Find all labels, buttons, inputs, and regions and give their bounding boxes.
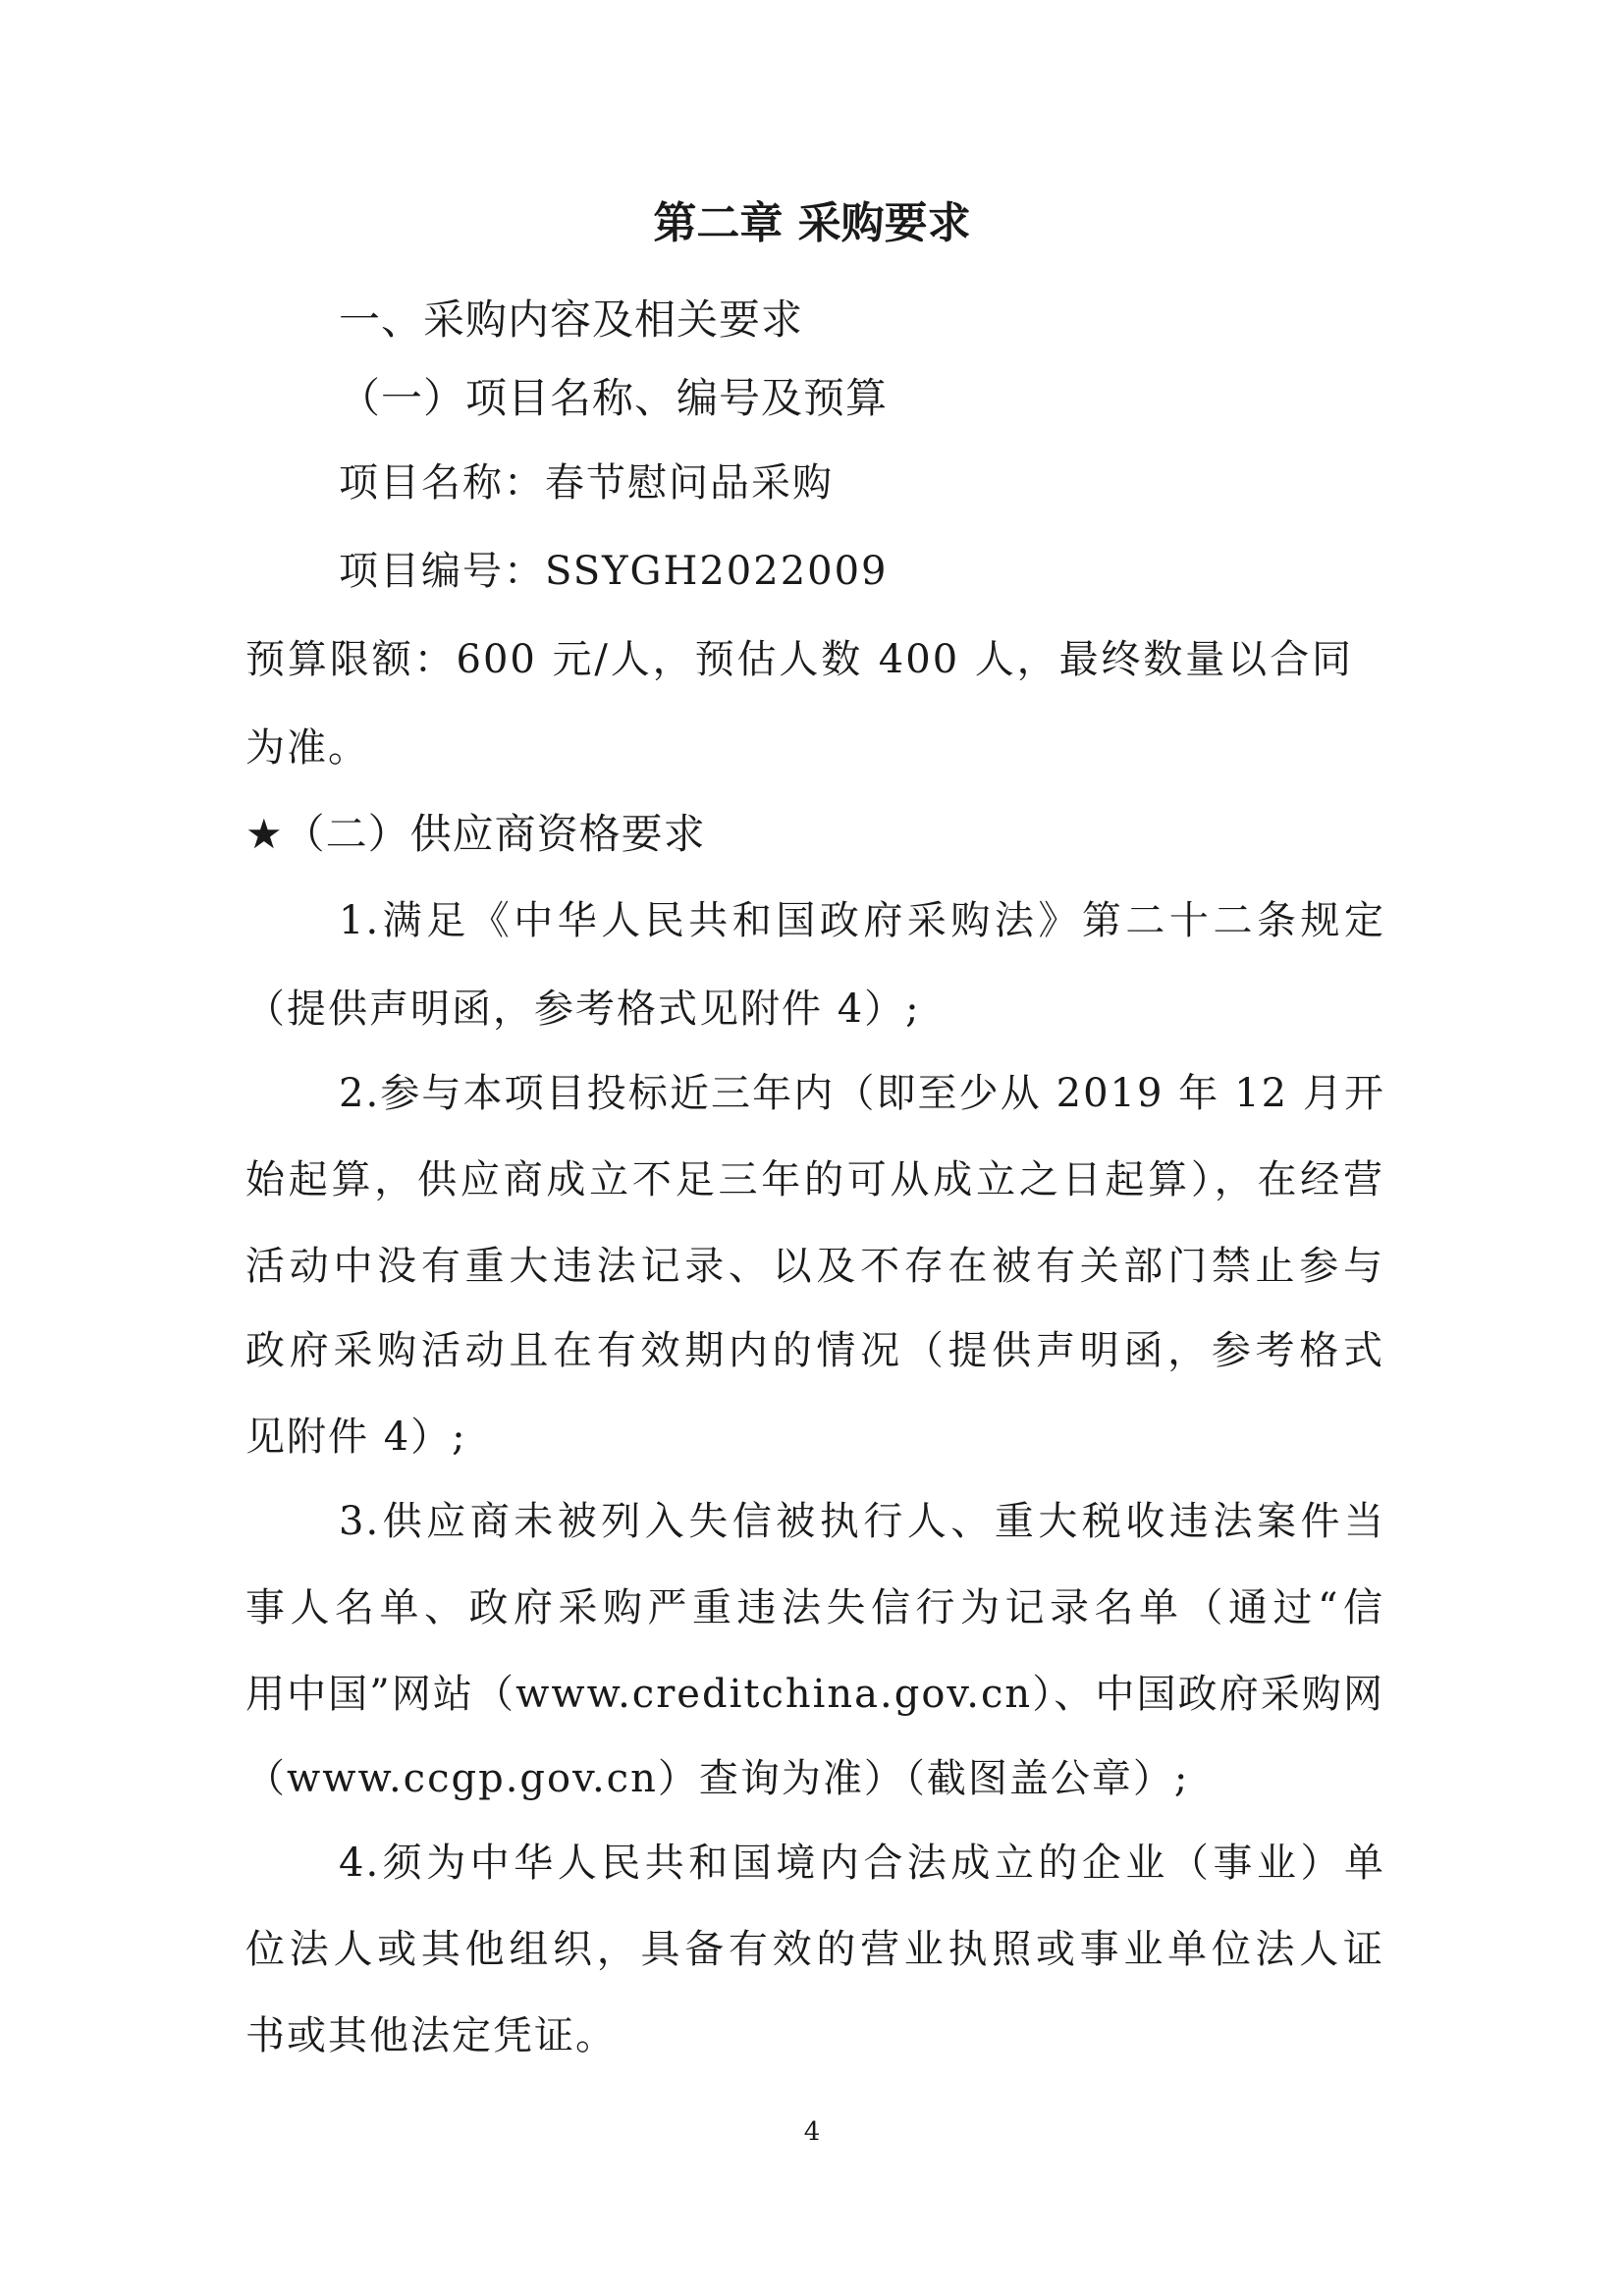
subsection-heading-text: （二）供应商资格要求 xyxy=(283,810,706,858)
requirement-line: 4.须为中华人民共和国境内合法成立的企业（事业）单 xyxy=(339,1841,1385,1886)
page-number: 4 xyxy=(803,2117,821,2147)
requirement-line: 始起算，供应商成立不足三年的可从成立之日起算），在经营 xyxy=(245,1157,1384,1202)
requirement-line: 用中国”网站（www.creditchina.gov.cn）、中国政府采购网 xyxy=(245,1672,1384,1717)
requirement-line: 书或其他法定凭证。 xyxy=(245,2013,617,2058)
star-icon: ★ xyxy=(245,810,284,858)
requirement-line: （提供声明函，参考格式见附件 4）; xyxy=(245,987,921,1032)
subsection-heading-project: （一）项目名称、编号及预算 xyxy=(339,374,889,422)
requirement-line: 见附件 4）; xyxy=(245,1415,467,1460)
budget-line: 为准。 xyxy=(245,725,369,771)
requirement-line: 活动中没有重大违法记录、以及不存在被有关部门禁止参与 xyxy=(245,1244,1384,1289)
section-heading: 一、采购内容及相关要求 xyxy=(339,295,804,344)
budget-line: 预算限额：600 元/人，预估人数 400 人，最终数量以合同 xyxy=(245,637,1353,682)
requirement-line: 1.满足《中华人民共和国政府采购法》第二十二条规定 xyxy=(339,898,1385,943)
requirement-line: 位法人或其他组织，具备有效的营业执照或事业单位法人证 xyxy=(245,1927,1384,1972)
chapter-title: 第二章 采购要求 xyxy=(653,198,971,248)
requirement-line: 3.供应商未被列入失信被执行人、重大税收违法案件当 xyxy=(339,1499,1385,1544)
subsection-heading-qualification xyxy=(245,805,706,864)
requirement-line: 2.参与本项目投标近三年内（即至少从 2019 年 12 月开 xyxy=(339,1071,1385,1116)
requirement-line: 政府采购活动且在有效期内的情况（提供声明函，参考格式 xyxy=(245,1328,1384,1373)
project-number: 项目编号：SSYGH2022009 xyxy=(339,549,889,594)
project-name: 项目名称：春节慰问品采购 xyxy=(339,460,834,506)
requirement-line: （www.ccgp.gov.cn）查询为准）（截图盖公章）; xyxy=(245,1756,1190,1801)
requirement-line: 事人名单、政府采购严重违法失信行为记录名单（通过“信 xyxy=(245,1585,1384,1630)
